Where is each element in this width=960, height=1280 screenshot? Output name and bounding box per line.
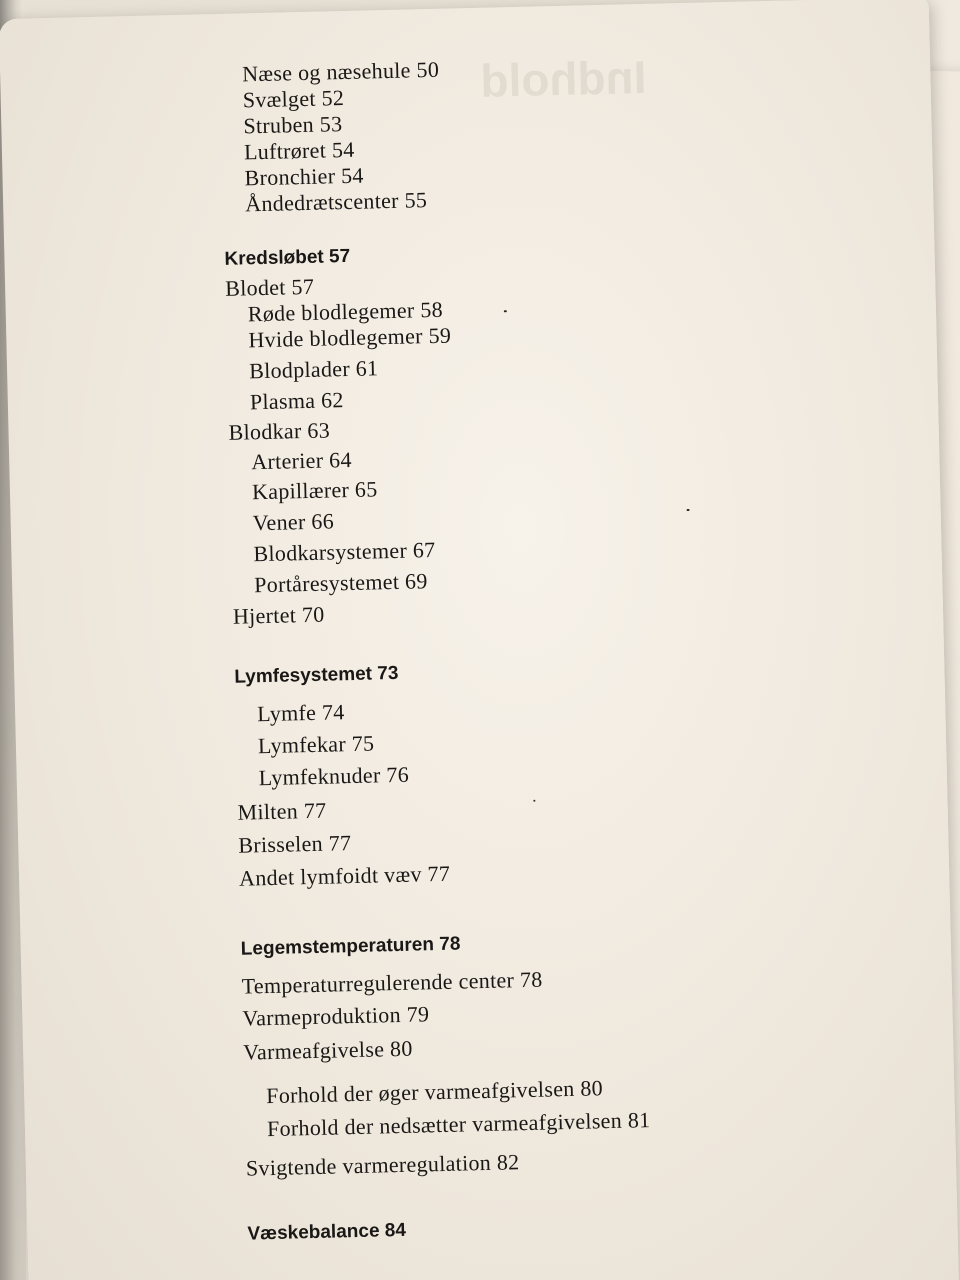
toc-entry: Kapillærer 65 xyxy=(251,476,378,505)
toc-entry: Røde blodlegemer 58 xyxy=(247,296,444,327)
toc-entry: Lymfeknuder 76 xyxy=(258,761,410,791)
toc-entry: Hjertet 70 xyxy=(232,601,325,629)
toc-entry: Luftrøret 54 xyxy=(243,136,355,165)
toc-entry: Portåresystemet 69 xyxy=(253,568,428,598)
toc-entry: Struben 53 xyxy=(243,111,343,139)
toc-entry: Temperaturregulerende center 78 xyxy=(241,966,543,999)
toc-entry: Svælget 52 xyxy=(242,85,345,113)
paper-speck xyxy=(687,509,690,511)
toc-entry: Blodkarsystemer 67 xyxy=(253,537,436,567)
toc-entry: Lymfekar 75 xyxy=(257,730,375,759)
paper-speck xyxy=(533,800,535,802)
toc-entry: Forhold der øger varmeafgivelsen 80 xyxy=(265,1075,604,1109)
toc-entry: Blodet 57 xyxy=(224,273,315,301)
toc-entry: Varmeproduktion 79 xyxy=(242,1001,430,1031)
toc-entry: Brisselen 77 xyxy=(238,830,352,858)
toc-entry: Vener 66 xyxy=(252,508,335,536)
toc-entry: Andet lymfoidt væv 77 xyxy=(238,860,451,891)
bleed-through-title: Indhold xyxy=(479,50,648,107)
toc-entry: Varmeafgivelse 80 xyxy=(242,1035,413,1065)
toc-section-heading: Legemstemperaturen 78 xyxy=(240,933,461,960)
toc-section-heading: Kredsløbet 57 xyxy=(224,245,351,270)
toc-entry: Blodkar 63 xyxy=(228,417,331,445)
toc-entry: Lymfe 74 xyxy=(256,699,345,727)
toc-entry: Milten 77 xyxy=(237,797,327,825)
toc-section-heading: Lymfesystemet 73 xyxy=(234,662,399,688)
toc-entry: Forhold der nedsætter varmeafgivelsen 81 xyxy=(266,1107,651,1142)
toc-entry: Plasma 62 xyxy=(249,387,344,415)
toc-entry: Svigtende varmeregulation 82 xyxy=(245,1149,520,1181)
paper-speck xyxy=(504,310,507,312)
toc-entry: Hvide blodlegemer 59 xyxy=(248,322,452,353)
toc-entry: Arterier 64 xyxy=(251,446,353,475)
toc-entry: Blodplader 61 xyxy=(248,355,379,384)
toc-entry: Åndedrætscenter 55 xyxy=(244,187,428,217)
toc-entry: Næse og næsehule 50 xyxy=(241,56,440,87)
toc-entry: Bronchier 54 xyxy=(244,162,364,191)
toc-section-heading: Væskebalance 84 xyxy=(247,1219,407,1245)
